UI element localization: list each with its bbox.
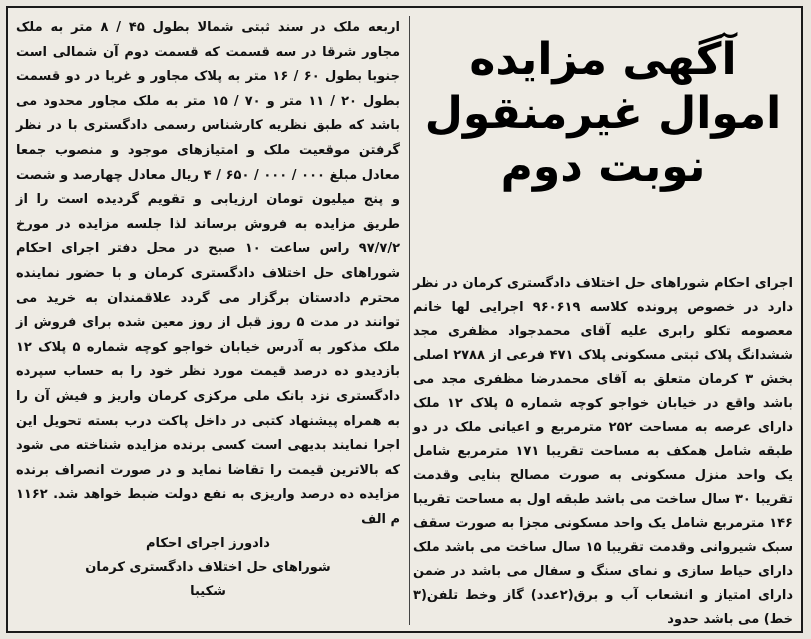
- headline-block: [413, 36, 793, 266]
- signature-block: [16, 532, 400, 604]
- newspaper-clipping: [6, 6, 803, 633]
- headline: [413, 36, 793, 191]
- left-column: [16, 16, 400, 626]
- right-column-text: اجرای احکام شوراهای حل اختلاف دادگستری کرمان در نظر دارد در خصوص پرونده کلاسه ۹۶۰۶۱۹ اجرایی لها خانم معصومه تکلو رابری علیه آقای محمدجواد مظفری مجد ششدانگ پلاک ثبتی مسکونی پلاک ۴۷۱ فرعی از ۲۷۸۸ اصلی بخش ۳ کرمان متعلق به آقای محمدرضا مظفری مجد می باشد واقع در خیابان خواجو کوچه شماره ۵ پلاک ۱۲ ملک دارای عرصه به مساحت ۲۵۲ مترمربع و اعیانی ملک در دو طبقه شامل همکف به مساحت تقریبا ۱۷۱ مترمربع شامل یک واحد منزل مسکونی به صورت مصالح بنایی وقدمت تقریبا ۳۰ سال ساخت می باشد طبقه اول به مساحت تقریبا ۱۴۶ مترمربع شامل یک واحد مسکونی مجزا به صورت سقف سبک شیروانی وقدمت تقریبا ۱۵ سال ساخت می باشد ملک دارای حیاط سازی و نمای سنگ و سفال می باشد در ضمن دارای امتیاز و انشعاب آب و برق(۲عدد) گاز وخط تلفن(۳ خط) می باشد حدود: [413, 276, 794, 627]
- headline-round: نوبت دوم: [500, 141, 706, 193]
- signature-title: دادورز اجرای احکام: [146, 536, 270, 552]
- signature-name: شکیبا: [190, 584, 226, 600]
- headline-title: آگهی مزایده: [469, 34, 737, 85]
- column-divider: [409, 16, 410, 625]
- headline-subtitle: اموال غیرمنقول: [424, 87, 782, 139]
- right-column: [413, 16, 793, 626]
- signature-office: شوراهای حل اختلاف دادگستری کرمان: [85, 560, 331, 576]
- left-column-text: اربعه ملک در سند ثبتی شمالا بطول ۴۵ / ۸ متر به ملک مجاور شرقا در سه قسمت که قسمت دوم آن شمالی است جنوبا بطول ۶۰ / ۱۶ متر به پلاک مجاور و غربا در دو قسمت بطول ۲۰ / ۱۱ متر و ۷۰ / ۱۵ متر به ملک مجاور محدود می باشد که طبق نظریه کارشناس رسمی دادگستری با در نظر گرفتن موقعیت ملک و امتیازهای موجود و منصوب جمعا معادل مبلغ ۰۰۰ / ۰۰۰ / ۶۵۰ / ۴ ریال معادل چهارصد و شصت و پنج میلیون تومان ارزیابی و تقویم گردیده است را از طریق مزایده به فروش برساند لذا جلسه مزایده در مورخ ۹۷/۷/۲ راس ساعت ۱۰ صبح در محل دفتر اجرای احکام شوراهای حل اختلاف دادگستری کرمان و با حضور نماینده محترم دادستان برگزار می گردد علاقمندان به خرید می توانند در مدت ۵ روز قبل از روز معین شده برای فروش از ملک مذکور به آدرس خیابان خواجو کوچه شماره ۵ پلاک ۱۲ بازدیدو ده درصد قیمت مورد نظر خود را به حساب سپرده دادگستری نزد بانک ملی مرکزی کرمان واریز و فیش آن را به همراه پیشنهاد کتبی در داخل پاکت درب بسته تحویل این اجرا نمایند بدیهی است کسی برنده مزایده شناخته می شود که بالاترین قیمت را تقاضا نماید و در صورت انصراف برنده مزایده ده درصد واریزی به نفع دولت ضبط خواهد شد. ۱۱۶۲ م الف: [16, 20, 400, 527]
